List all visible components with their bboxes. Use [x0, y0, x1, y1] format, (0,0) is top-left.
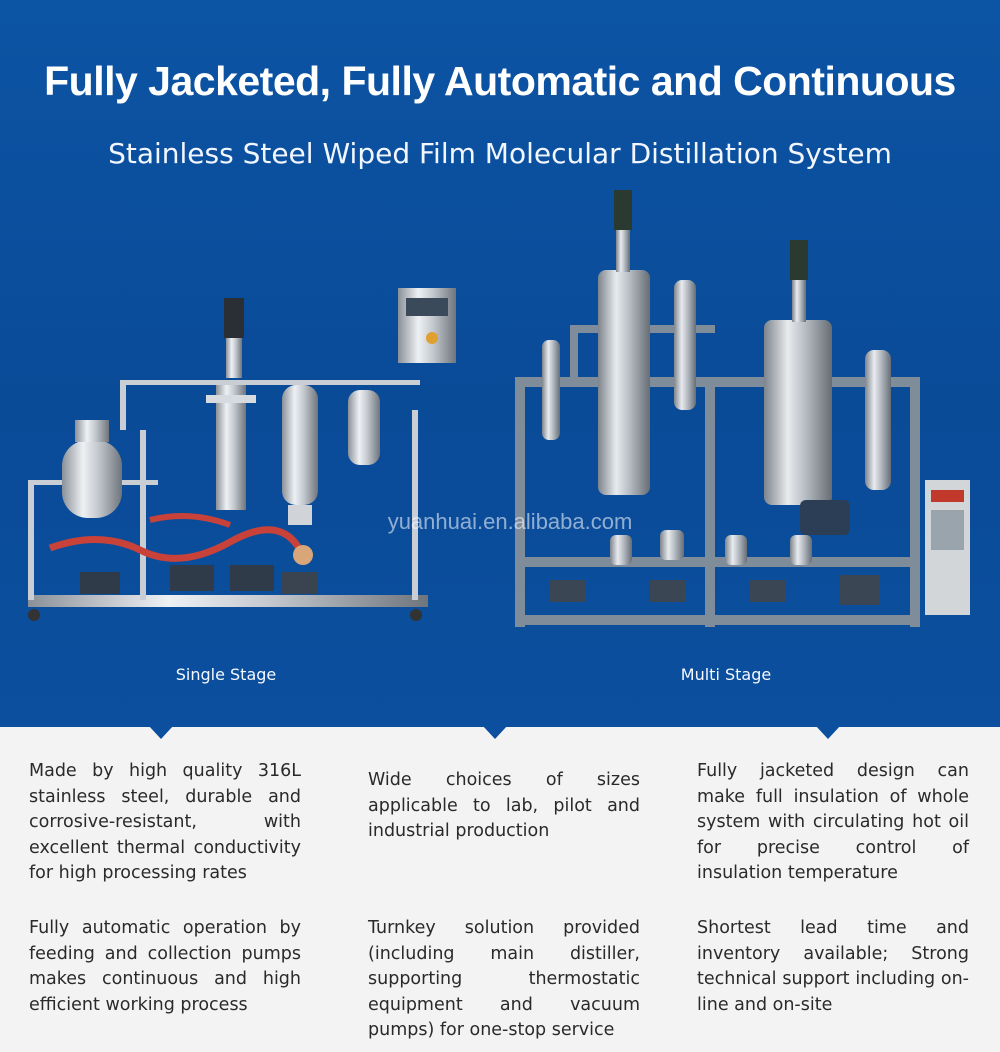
single-stage-caption: Single Stage — [175, 665, 277, 684]
multi-stage-caption: Multi Stage — [680, 665, 772, 684]
feature-jacketed-design: Fully jacketed design can make full insulation of whole system with circulating hot oil for precise control of insulation temperature — [697, 761, 969, 883]
feature-sizes: Wide choices of sizes applicable to lab, pilot and industrial production — [368, 770, 640, 841]
feature-automatic-operation: Fully automatic operation by feeding and collection pumps makes continuous and high efficient working process — [29, 918, 301, 1015]
pointer-notch-1 — [148, 725, 174, 739]
feature-lead-time-support: Shortest lead time and inventory available; Strong technical support including on-line and on-site — [697, 918, 969, 1015]
pointer-notch-2 — [482, 725, 508, 739]
watermark: yuanhuai.en.alibaba.com — [387, 509, 633, 534]
feature-turnkey-solution: Turnkey solution provided (including main distiller, supporting thermostatic equipment and vacuum pumps) for one-stop service — [368, 918, 640, 1040]
page-subtitle: Stainless Steel Wiped Film Molecular Distillation System — [108, 137, 892, 170]
single-stage-machine-image — [20, 280, 460, 640]
feature-stainless-steel: Made by high quality 316L stainless steel, durable and corrosive-resistant, with excellent thermal conductivity for high processing rates — [29, 761, 301, 883]
multi-stage-machine-image — [510, 185, 980, 640]
pointer-notch-3 — [815, 725, 841, 739]
page-title: Fully Jacketed, Fully Automatic and Continuous — [44, 58, 956, 104]
